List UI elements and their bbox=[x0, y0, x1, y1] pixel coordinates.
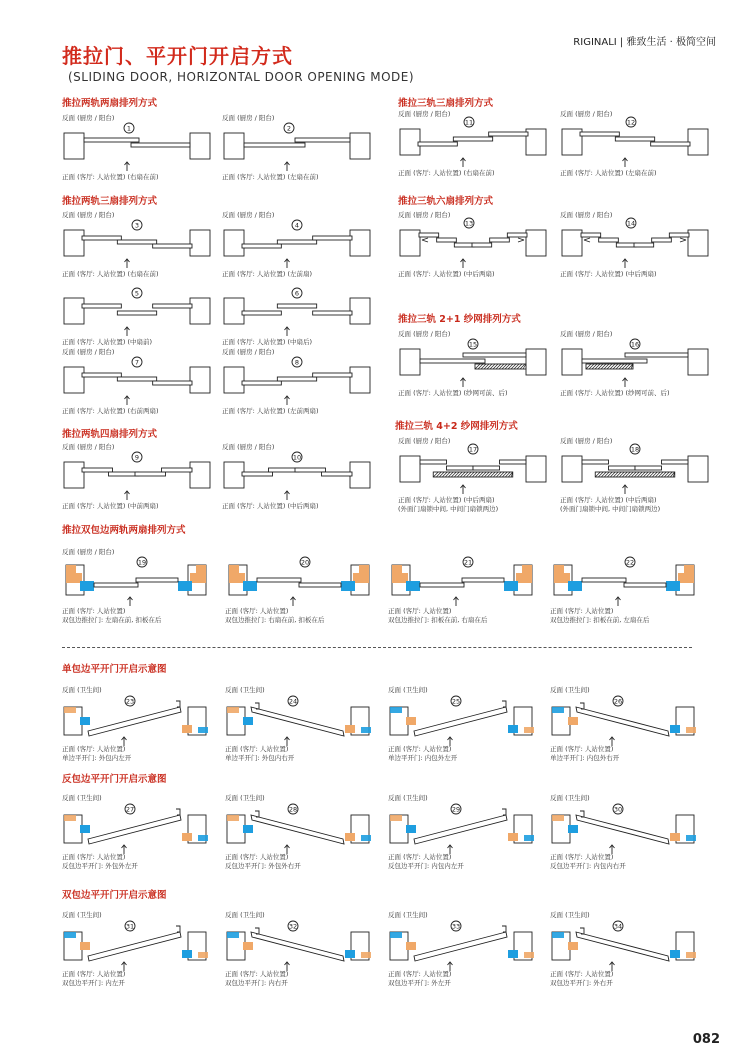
back-side-label: 反面 (厨房 / 阳台) bbox=[222, 211, 275, 219]
page-number: 082 bbox=[692, 1032, 720, 1047]
front-side-caption: 正面 (客厅: 人站位置) bbox=[550, 745, 614, 753]
front-side-caption: 正面 (客厅: 人站位置) bbox=[550, 970, 614, 978]
door-type-caption: 双包边平开门: 内左开 bbox=[62, 979, 125, 987]
front-side-caption: 正面 (客厅: 人站位置) (中扇前) bbox=[62, 338, 153, 346]
door-diagram bbox=[62, 799, 210, 855]
diagram-number: 12 bbox=[626, 118, 636, 127]
door-type-caption: 单边平开门: 外包内左开 bbox=[62, 754, 132, 762]
diagram-number: 13 bbox=[464, 219, 474, 228]
front-side-caption: 正面 (客厅: 人站位置) bbox=[62, 853, 126, 861]
door-diagram bbox=[222, 448, 372, 504]
front-side-caption: 正面 (客厅: 人站位置) (中后两扇) bbox=[398, 270, 495, 278]
front-side-caption: 正面 (客厅: 人站位置) (中后两扇) bbox=[222, 502, 319, 510]
door-type-caption: 双包边推拉门: 扣板在前, 左扇在后 bbox=[550, 616, 650, 624]
door-type-caption: 反包边平开门: 外包外左开 bbox=[62, 862, 138, 870]
diagram-number: 17 bbox=[468, 445, 478, 454]
door-diagram bbox=[62, 119, 212, 175]
door-diagram bbox=[398, 442, 548, 498]
section-divider bbox=[62, 647, 692, 648]
back-side-label: 反面 (厨房 / 阳台) bbox=[560, 110, 613, 118]
front-side-caption: 正面 (客厅: 人站位置) (中后两扇) bbox=[560, 496, 657, 504]
back-side-label: 反面 (卫生间) bbox=[62, 794, 102, 802]
front-side-caption: 正面 (客厅: 人站位置) bbox=[225, 607, 289, 615]
diagram-number: 24 bbox=[288, 697, 298, 706]
back-side-label: 反面 (厨房 / 阳台) bbox=[222, 114, 275, 122]
door-diagram bbox=[398, 216, 548, 272]
door-type-caption: 单边平开门: 外包内右开 bbox=[225, 754, 295, 762]
door-diagram bbox=[225, 691, 373, 747]
door-type-caption: 单边平开门: 内包外右开 bbox=[550, 754, 620, 762]
diagram-number: 28 bbox=[288, 805, 298, 814]
back-side-label: 反面 (厨房 / 阳台) bbox=[398, 211, 451, 219]
door-diagram bbox=[62, 216, 212, 272]
page-subtitle: (SLIDING DOOR, HORIZONTAL DOOR OPENING MODE) bbox=[68, 70, 415, 84]
door-diagram bbox=[550, 553, 698, 609]
section-title: 推拉两轨两扇排列方式 bbox=[62, 98, 158, 109]
back-side-label: 反面 (厨房 / 阳台) bbox=[62, 348, 115, 356]
section-title: 单包边平开门开启示意图 bbox=[62, 664, 167, 675]
diagram-number: 8 bbox=[294, 358, 300, 367]
door-diagram bbox=[560, 115, 710, 171]
brand-header: RIGINALI | 雅致生活 · 极简空间 bbox=[573, 37, 716, 48]
diagram-number: 31 bbox=[125, 922, 135, 931]
diagram-number: 7 bbox=[134, 358, 140, 367]
door-type-caption: 双包边平开门: 内右开 bbox=[225, 979, 288, 987]
front-side-caption: 正面 (客厅: 人站位置) (右扇在前) bbox=[62, 270, 159, 278]
door-type-caption: 双包边推拉门: 扣板在前, 右扇在后 bbox=[388, 616, 488, 624]
back-side-label: 反面 (卫生间) bbox=[388, 686, 428, 694]
back-side-label: 反面 (厨房 / 阳台) bbox=[560, 211, 613, 219]
diagram-number: 6 bbox=[294, 289, 300, 298]
back-side-label: 反面 (卫生间) bbox=[388, 911, 428, 919]
diagram-number: 19 bbox=[137, 558, 147, 567]
door-diagram bbox=[560, 442, 710, 498]
front-side-caption: 正面 (客厅: 人站位置) bbox=[62, 607, 126, 615]
diagram-number: 30 bbox=[613, 805, 623, 814]
door-diagram bbox=[388, 916, 536, 972]
diagram-number: 5 bbox=[134, 289, 140, 298]
door-type-caption: 双包边平开门: 外右开 bbox=[550, 979, 613, 987]
back-side-label: 反面 (厨房 / 阳台) bbox=[398, 330, 451, 338]
back-side-label: 反面 (厨房 / 阳台) bbox=[62, 114, 115, 122]
diagram-number: 9 bbox=[134, 453, 140, 462]
back-side-label: 反面 (厨房 / 阳台) bbox=[398, 110, 451, 118]
front-side-caption: 正面 (客厅: 人站位置) bbox=[550, 853, 614, 861]
front-side-caption: 正面 (客厅: 人站位置) (中后两扇) bbox=[560, 270, 657, 278]
back-side-label: 反面 (厨房 / 阳台) bbox=[222, 443, 275, 451]
diagram-number: 23 bbox=[125, 697, 135, 706]
diagram-number: 25 bbox=[451, 697, 461, 706]
diagram-number: 21 bbox=[463, 558, 473, 567]
back-side-label: 反面 (卫生间) bbox=[62, 686, 102, 694]
door-diagram bbox=[398, 115, 548, 171]
back-side-label: 反面 (卫生间) bbox=[550, 794, 590, 802]
door-diagram bbox=[398, 335, 548, 391]
door-type-caption: 双包边推拉门: 右扇在前, 扣板在后 bbox=[225, 616, 325, 624]
door-diagram bbox=[222, 353, 372, 409]
diagram-number: 10 bbox=[292, 453, 302, 462]
door-diagram bbox=[225, 799, 373, 855]
section-title: 反包边平开门开启示意图 bbox=[62, 774, 167, 785]
back-side-label: 反面 (厨房 / 阳台) bbox=[560, 330, 613, 338]
door-diagram bbox=[222, 284, 372, 340]
diagram-number: 14 bbox=[626, 219, 636, 228]
diagram-number: 15 bbox=[468, 340, 478, 349]
door-type-caption: 双包边平开门: 外左开 bbox=[388, 979, 451, 987]
door-diagram bbox=[550, 916, 698, 972]
section-title: 推拉三轨三扇排列方式 bbox=[398, 98, 494, 109]
diagram-number: 27 bbox=[125, 805, 135, 814]
back-side-label: 反面 (卫生间) bbox=[388, 794, 428, 802]
front-side-caption: 正面 (客厅: 人站位置) (左扇在前) bbox=[560, 169, 657, 177]
door-diagram bbox=[388, 799, 536, 855]
door-type-caption: 反包边平开门: 内包内左开 bbox=[388, 862, 464, 870]
door-diagram bbox=[560, 216, 710, 272]
door-diagram bbox=[225, 553, 373, 609]
diagram-number: 4 bbox=[294, 221, 300, 230]
section-title: 推拉双包边两轨两扇排列方式 bbox=[62, 525, 186, 536]
diagram-number: 18 bbox=[630, 445, 640, 454]
diagram-number: 3 bbox=[134, 221, 140, 230]
front-side-caption: 正面 (客厅: 人站位置) bbox=[225, 745, 289, 753]
front-side-caption: 正面 (客厅: 人站位置) (右扇在前) bbox=[398, 169, 495, 177]
door-diagram bbox=[62, 553, 210, 609]
front-side-caption: 正面 (客厅: 人站位置) (左前扇) bbox=[222, 270, 313, 278]
section-title: 推拉两轨四扇排列方式 bbox=[62, 429, 158, 440]
door-type-caption: (外面门扇锁中间, 中间门扇锁两边) bbox=[398, 505, 499, 513]
diagram-number: 1 bbox=[126, 124, 132, 133]
front-side-caption: 正面 (客厅: 人站位置) (纱网可前、后) bbox=[398, 389, 508, 397]
diagram-number: 11 bbox=[464, 118, 474, 127]
front-side-caption: 正面 (客厅: 人站位置) (右前两扇) bbox=[62, 407, 159, 415]
front-side-caption: 正面 (客厅: 人站位置) bbox=[225, 853, 289, 861]
section-title: 推拉两轨三扇排列方式 bbox=[62, 196, 158, 207]
front-side-caption: 正面 (客厅: 人站位置) bbox=[388, 745, 452, 753]
section-title: 推拉三轨 2+1 纱网排列方式 bbox=[398, 314, 521, 325]
door-diagram bbox=[62, 691, 210, 747]
diagram-number: 33 bbox=[451, 922, 461, 931]
front-side-caption: 正面 (客厅: 人站位置) bbox=[550, 607, 614, 615]
front-side-caption: 正面 (客厅: 人站位置) bbox=[388, 853, 452, 861]
diagram-number: 34 bbox=[613, 922, 623, 931]
door-diagram bbox=[560, 335, 710, 391]
section-title: 双包边平开门开启示意图 bbox=[62, 890, 167, 901]
front-side-caption: 正面 (客厅: 人站位置) (中前两扇) bbox=[62, 502, 159, 510]
back-side-label: 反面 (厨房 / 阳台) bbox=[560, 437, 613, 445]
back-side-label: 反面 (卫生间) bbox=[225, 794, 265, 802]
front-side-caption: 正面 (客厅: 人站位置) (中扇后) bbox=[222, 338, 313, 346]
door-diagram bbox=[225, 916, 373, 972]
door-type-caption: 反包边平开门: 内包内右开 bbox=[550, 862, 626, 870]
diagram-number: 29 bbox=[451, 805, 461, 814]
door-diagram bbox=[62, 448, 212, 504]
door-diagram bbox=[222, 216, 372, 272]
front-side-caption: 正面 (客厅: 人站位置) (左扇在前) bbox=[222, 173, 319, 181]
diagram-number: 26 bbox=[613, 697, 623, 706]
back-side-label: 反面 (卫生间) bbox=[225, 686, 265, 694]
front-side-caption: 正面 (客厅: 人站位置) (中后两扇) bbox=[398, 496, 495, 504]
front-side-caption: 正面 (客厅: 人站位置) bbox=[388, 607, 452, 615]
front-side-caption: 正面 (客厅: 人站位置) (左前两扇) bbox=[222, 407, 319, 415]
door-diagram bbox=[550, 691, 698, 747]
front-side-caption: 正面 (客厅: 人站位置) (右扇在前) bbox=[62, 173, 159, 181]
diagram-number: 22 bbox=[625, 558, 635, 567]
diagram-number: 16 bbox=[630, 340, 640, 349]
back-side-label: 反面 (厨房 / 阳台) bbox=[222, 348, 275, 356]
front-side-caption: 正面 (客厅: 人站位置) bbox=[62, 970, 126, 978]
front-side-caption: 正面 (客厅: 人站位置) bbox=[62, 745, 126, 753]
door-diagram bbox=[550, 799, 698, 855]
door-diagram bbox=[62, 284, 212, 340]
back-side-label: 反面 (厨房 / 阳台) bbox=[398, 437, 451, 445]
front-side-caption: 正面 (客厅: 人站位置) bbox=[388, 970, 452, 978]
door-diagram bbox=[62, 353, 212, 409]
section-title: 推拉三轨六扇排列方式 bbox=[398, 196, 494, 207]
door-type-caption: 双包边推拉门: 左扇在前, 扣板在后 bbox=[62, 616, 162, 624]
front-side-caption: 正面 (客厅: 人站位置) bbox=[225, 970, 289, 978]
diagram-number: 2 bbox=[286, 124, 292, 133]
back-side-label: 反面 (厨房 / 阳台) bbox=[62, 211, 115, 219]
front-side-caption: 正面 (客厅: 人站位置) (纱网可前、后) bbox=[560, 389, 670, 397]
back-side-label: 反面 (卫生间) bbox=[550, 686, 590, 694]
back-side-label: 反面 (厨房 / 阳台) bbox=[62, 548, 115, 556]
door-diagram bbox=[222, 119, 372, 175]
back-side-label: 反面 (厨房 / 阳台) bbox=[62, 443, 115, 451]
door-type-caption: (外面门扇锁中间, 中间门扇锁两边) bbox=[560, 505, 661, 513]
door-diagram bbox=[388, 691, 536, 747]
door-type-caption: 反包边平开门: 外包外右开 bbox=[225, 862, 301, 870]
page-title: 推拉门、平开门开启方式 bbox=[62, 44, 293, 68]
back-side-label: 反面 (卫生间) bbox=[550, 911, 590, 919]
door-type-caption: 单边平开门: 内包外左开 bbox=[388, 754, 458, 762]
diagram-number: 32 bbox=[288, 922, 298, 931]
section-title: 推拉三轨 4+2 纱网排列方式 bbox=[395, 421, 518, 432]
diagram-number: 20 bbox=[300, 558, 310, 567]
door-diagram bbox=[62, 916, 210, 972]
door-diagram bbox=[388, 553, 536, 609]
back-side-label: 反面 (卫生间) bbox=[62, 911, 102, 919]
back-side-label: 反面 (卫生间) bbox=[225, 911, 265, 919]
